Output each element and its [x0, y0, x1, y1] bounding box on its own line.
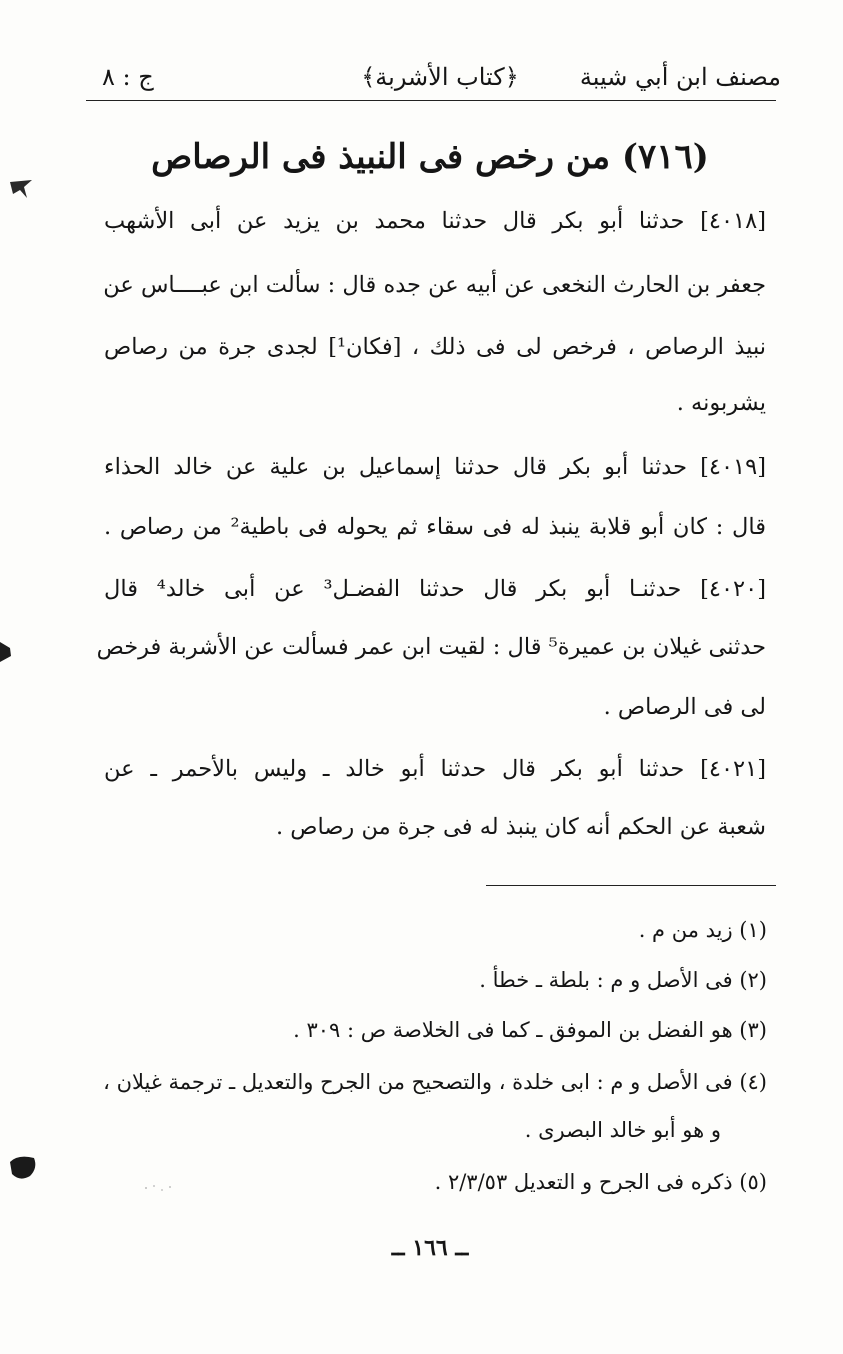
footnote-2: (٢) فى الأصل و م : بلطة ـ خطأ .	[479, 968, 767, 992]
footnote-rule	[486, 885, 776, 886]
hadith-4021-line-1: [٤٠٢١] حدثنا أبو بكر قال حدثنا أبو خالد ـ وليس بالأحمر ـ عن	[104, 756, 766, 782]
chapter-title: (٧١٦) من رخص فى النبيذ فى الرصاص	[151, 137, 709, 177]
hadith-4021-line-2: شعبة عن الحكم أنه كان ينبذ له فى جرة من رصاص .	[275, 814, 766, 840]
hadith-4018-line-4: يشربونه .	[676, 390, 766, 416]
margin-scan-mark	[8, 178, 34, 202]
running-header-section: ﴿كتاب الأشربة﴾	[361, 63, 519, 91]
page-number: ــ ١٦٦ ــ	[391, 1235, 469, 1261]
hadith-4018-line-3: نبيذ الرصاص ، فرخص لى فى ذلك ، [فكان¹] لجدى جرة من رصاص	[104, 334, 767, 360]
hadith-4019-line-2: قال : كان أبو قلابة ينبذ له فى سقاء ثم يحوله فى باطية² من رصاص .	[104, 514, 766, 540]
footnote-4-continued: و هو أبو خالد البصرى .	[524, 1118, 721, 1142]
margin-scan-mark	[0, 640, 12, 664]
footnote-4: (٤) فى الأصل و م : ابى خلدة ، والتصحيح من الجرح والتعديل ـ ترجمة غيلان ،	[103, 1070, 767, 1094]
running-header-volume: ج : ٨	[102, 63, 154, 91]
footnote-5: (٥) ذكره فى الجرح و التعديل ٢/٣/٥٣ .	[434, 1170, 767, 1194]
margin-scan-smudge	[140, 1178, 180, 1198]
footnote-1: (١) زيد من م .	[638, 918, 767, 942]
hadith-4020-line-1: [٤٠٢٠] حدثنـا أبو بكر قال حدثنا الفضـل³ عن أبى خالد⁴ قال	[104, 576, 766, 602]
footnote-3: (٣) هو الفضل بن الموفق ـ كما فى الخلاصة ص : ٣٠٩ .	[293, 1018, 767, 1042]
hadith-4018-line-1: [٤٠١٨] حدثنا أبو بكر قال حدثنا محمد بن يزيد عن أبى الأشهب	[104, 208, 766, 234]
hadith-4018-line-2: جعفر بن الحارث النخعى عن أبيه عن جده قال : سألت ابن عبــــاس عن	[103, 272, 766, 298]
hadith-4020-line-2: حدثنى غيلان بن عميرة⁵ قال : لقيت ابن عمر فسألت عن الأشربة فرخص	[96, 634, 766, 660]
running-header-book-title: مصنف ابن أبي شيبة	[579, 63, 781, 91]
margin-scan-mark	[8, 1154, 38, 1182]
hadith-4020-line-3: لى فى الرصاص .	[603, 694, 766, 720]
header-rule	[86, 100, 776, 101]
hadith-4019-line-1: [٤٠١٩] حدثنا أبو بكر قال حدثنا إسماعيل بن علية عن خالد الحذاء	[104, 454, 766, 480]
